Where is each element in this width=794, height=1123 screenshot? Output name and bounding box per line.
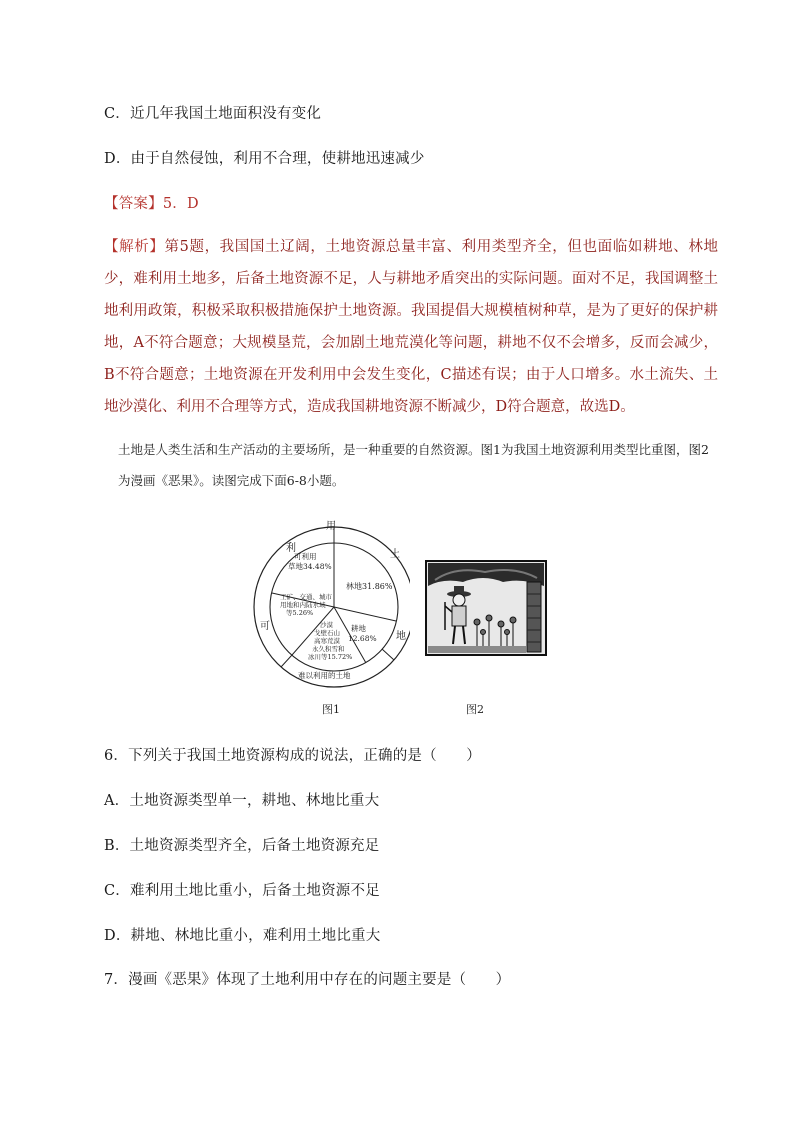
q6-option-a: A．土地资源类型单一，耕地、林地比重大: [104, 793, 380, 809]
figure1-caption: 图1: [322, 703, 340, 716]
option-c-prev: C．近几年我国土地面积没有变化: [104, 106, 322, 122]
q6-option-d: D．耕地、林地比重小，难利用土地比重大: [104, 928, 381, 944]
slice-label-desert: 沙漠: [320, 621, 333, 629]
ring-char: 用: [326, 521, 336, 532]
bottom-ring-label: 难以利用的土地: [298, 671, 351, 680]
slice-label-industrial: 工矿、交通、城市: [280, 593, 332, 601]
q6-option-b: B．土地资源类型齐全，后备土地资源充足: [104, 838, 380, 854]
slice-label-desert: 戈壁石山: [314, 629, 340, 637]
answer-value: 5．D: [162, 196, 199, 212]
slice-label-cropland: 耕地: [351, 624, 366, 633]
slice-label-grassland: 可利用: [294, 552, 317, 561]
slice-label-desert-value: 冰川等15.72%: [308, 653, 353, 661]
intro-paragraph: 土地是人类生活和生产活动的主要场所，是一种重要的自然资源。图1为我国土地资源利用类型比重图，图2为漫画《恶果》。读图完成下面6-8小题。: [118, 442, 709, 488]
figure2-caption: 图2: [466, 703, 484, 716]
answer-line: [104, 192, 199, 213]
ring-char: 利: [286, 543, 296, 554]
slice-label-desert: 永久积雪和: [312, 645, 345, 653]
ring-char: 可: [260, 621, 270, 632]
answer-tag: 【答案】: [104, 196, 163, 212]
q6-stem: 6．下列关于我国土地资源构成的说法，正确的是（ ）: [104, 748, 481, 764]
slice-label-forest: 林地31.86%: [346, 582, 393, 591]
slice-label-desert: 高寒荒漠: [314, 637, 340, 645]
figure2-cartoon: [425, 560, 547, 656]
slice-label-cropland-value: 12.68%: [348, 634, 377, 643]
analysis-tag: 【解析】: [104, 239, 165, 255]
q7-stem: 7．漫画《恶果》体现了土地利用中存在的问题主要是（ ）: [104, 972, 511, 988]
analysis-paragraph: [104, 231, 718, 423]
slice-label-industrial: 用地和内陆水域: [280, 601, 326, 609]
slice-label-industrial-value: 等5.26%: [286, 609, 314, 617]
q6-option-c: C．难利用土地比重小，后备土地资源不足: [104, 883, 380, 899]
ring-char: 地: [396, 631, 406, 642]
ring-char: 土: [390, 549, 400, 560]
figure1-pie-chart: [250, 515, 410, 695]
option-d-prev: D．由于自然侵蚀，利用不合理，使耕地迅速减少: [104, 151, 425, 167]
analysis-text: 第5题，我国国土辽阔，土地资源总量丰富、利用类型齐全，但也面临如耕地、林地少，难利用土地多，后备土地资源不足，人与耕地矛盾突出的实际问题。面对不足，我国调整土地利用政策，积极采取积极措施保护土地资源。我国提倡大规模植树种草，是为了更好的保护耕地，A不符合题意；大规模垦荒，会加剧土地荒漠化等问题，耕地不仅不会增多，反而会减少，B不符合题意；土地资源在开发利用中会发生变化，C描述有误；由于人口增多。水土流失、土地沙漠化、利用不合理等方式，造成我国耕地资源不断减少，D符合题意，故选D。: [104, 239, 718, 415]
slice-label-grassland-value: 草地34.48%: [288, 562, 332, 571]
